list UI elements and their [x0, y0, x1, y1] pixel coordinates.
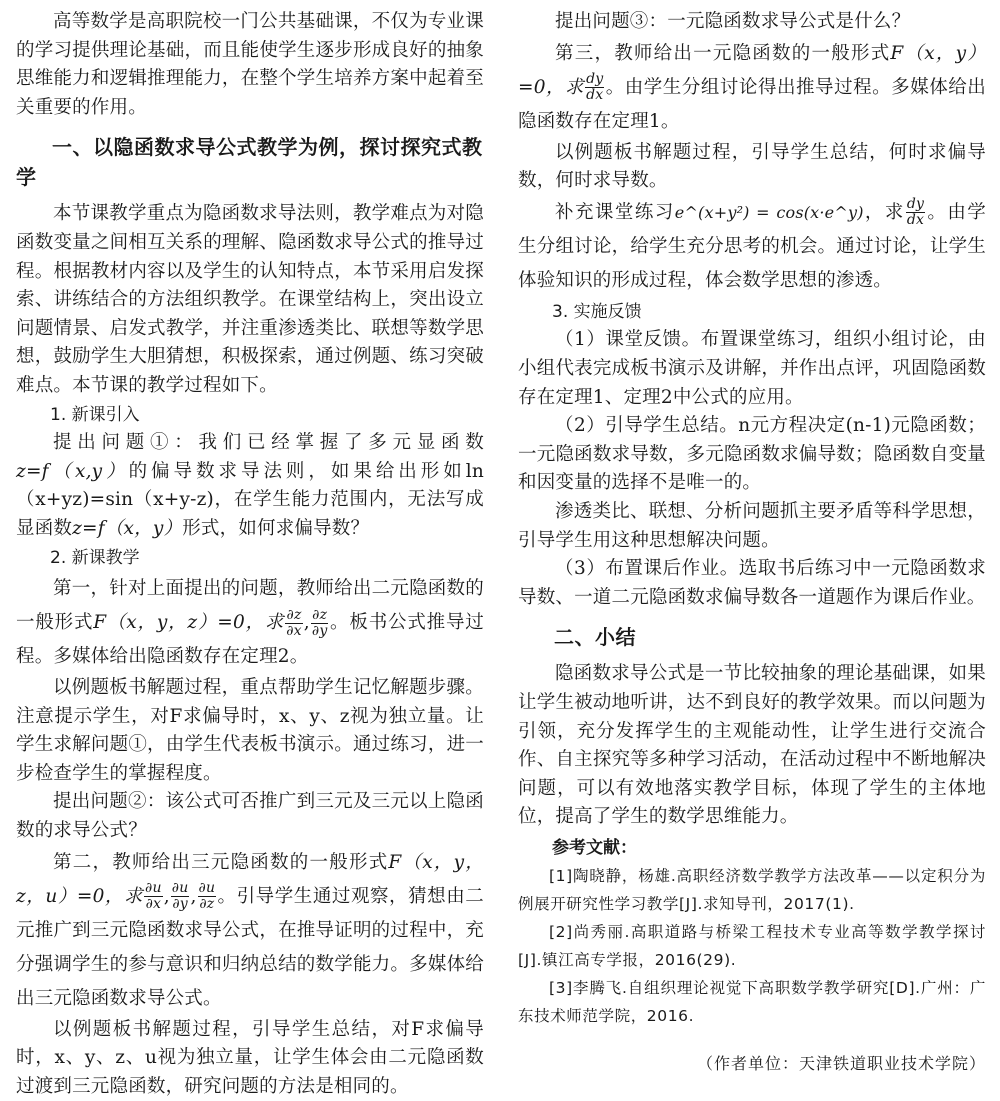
frac-numerator: ∂z [312, 606, 328, 623]
third-step-text-b: 。由学生分组讨论得出推导过程。多媒体给出隐函数存在定理1。 [518, 76, 986, 132]
question-1-paragraph [16, 429, 484, 543]
references-heading: 参考文献： [552, 837, 637, 858]
question-1-text-a: 提出问题①：我们已经掌握了多元显函数 [53, 432, 484, 454]
supplement-text-a: 补充课堂练习 [555, 201, 675, 223]
section-1-heading: 一、以隐函数求导公式教学为例，探讨探究式教学 [16, 135, 483, 190]
author-affiliation: （作者单位：天津铁道职业技术学院） [696, 1053, 986, 1073]
frac-denominator: ∂x [145, 896, 162, 913]
question-3-paragraph: 提出问题③：一元隐函数求导公式是什么？ [555, 11, 911, 32]
example-2-paragraph: 以例题板书解题过程，引导学生总结，对F求偏导时，x、y、z、u视为独立量，让学生体会由二元隐函数过渡到三元隐函数，研究问题的方法是相同的。 [16, 1018, 484, 1097]
second-step-form: F（x，y，z，u）=0，求 [16, 851, 484, 907]
q1-eq-ln: ln（x+yz)= [16, 460, 484, 511]
example-3-paragraph: 以例题板书解题过程，引导学生总结，何时求偏导数，何时求导数。 [518, 141, 986, 192]
q1-eq-f: f（x,y） [41, 460, 129, 482]
frac-numerator: dy [586, 71, 604, 88]
left-column [16, 8, 484, 1101]
supplement-text-c: 。由学生分组讨论，给学生充分思考的机会。通过讨论，让学生体验知识的形成过程，体会数学思想的渗透。 [518, 201, 986, 291]
first-step-text-a: 第一，针对上面提出的问题，教师给出二元隐函数的一般形式 [16, 578, 484, 634]
frac-numerator: ∂u [171, 880, 189, 897]
frac-du-dy [171, 881, 190, 912]
second-step-text-a: 第二，教师给出三元隐函数的一般形式 [53, 851, 389, 873]
two-column-layout [16, 8, 986, 1101]
frac-dz-dy [311, 608, 329, 639]
question-1-text-b: 的偏导数求导法则，如果给出形如 [128, 460, 466, 482]
q1-eq-explicit: z=f（x，y） [72, 517, 183, 539]
frac-dy-dx-2 [906, 197, 925, 228]
frac-du-dz [198, 881, 217, 912]
second-step-text-b: 。引导学生通过观察，猜想由二元推广到三元隐函数求导公式，在推导证明的过程中，充分强调学生的参与意识和归纳总结的数学能力。多媒体给出三元隐函数求导公式。 [16, 885, 484, 1009]
frac-du-dx [144, 881, 163, 912]
frac-denominator: ∂z [199, 896, 215, 913]
frac-numerator: ∂u [198, 880, 216, 897]
frac-numerator: ∂u [145, 880, 162, 897]
frac-denominator: dx [906, 212, 925, 229]
frac-denominator: ∂x [286, 622, 302, 639]
second-step-paragraph: 第二，教师给出三元隐函数的一般形式F（x，y，z，u）=0，求 $\frac{\partial u}{\partial x}$ , $\frac{\partial u}{\partial y}$ , $\frac{\partial u}{\partial z}$ 。引导学生通过观察，猜想由二元推广到三元隐函数求导公式，在推导证明的过程中，充分强调学生的参与意识和归纳总结的数学能力。多媒体给出三元隐函数求导公式。 [16, 851, 484, 1009]
q1-eq-sin: sin（x+y-z)， [105, 489, 234, 511]
section-2-heading: 二、小结 [554, 625, 636, 650]
feedback-1-paragraph: （1）课堂反馈。布置课堂练习，组织小组讨论，由小组代表完成板书演示及讲解，并作出点评，巩固隐函数存在定理1、定理2中公式的应用。 [518, 329, 986, 408]
reference-item: [3]李腾飞.自组织理论视觉下高职数学教学研究[D].广州：广东技术师范学院，2016. [518, 978, 986, 1025]
supplement-equation: e^(x+y²) = cos(x·e^y) [674, 202, 864, 222]
subsection-2-heading: 2. 新课教学 [50, 547, 140, 568]
question-2-paragraph: 提出问题②：该公式可否推广到三元及三元以上隐函数的求导公式？ [16, 791, 484, 842]
reference-item: [1]陶晓静，杨雄.高职经济数学教学方法改革——以定积分为例展开研究性学习教学[J].求知导刊，2017(1). [518, 866, 986, 913]
supplement-exercise-paragraph [518, 196, 986, 298]
intro-paragraph: 高等数学是高职院校一门公共基础课，不仅为专业课的学习提供理论基础，而且能使学生逐步形成良好的抽象思维能力和逻辑推理能力，在整个学生培养方案中起着至关重要的作用。 [16, 11, 484, 118]
frac-dz-dx [285, 608, 303, 639]
frac-numerator: dy [906, 196, 925, 213]
subsection-3-heading: 3. 实施反馈 [552, 301, 642, 322]
feedback-2-paragraph: （2）引导学生总结。n元方程决定(n-1)元隐函数；一元隐函数求导数，多元隐函数求偏导数；隐函数自变量和因变量的选择不是唯一的。 [518, 415, 986, 494]
q1-eq-z: z= [16, 460, 42, 482]
question-1-text-c: 在学生能力范围内，无法写成显函数 [16, 489, 484, 539]
third-step-form: F（x，y）=0，求 [518, 42, 986, 98]
overview-paragraph: 本节课教学重点为隐函数求导法则，教学难点为对隐函数变量之间相互关系的理解、隐函数求导公式的推导过程。根据教材内容以及学生的认知特点，本节采用启发探索、讲练结合的方法组织教学。在课堂结构上，突出设立问题情景、启发式教学，并注重渗透类比、联想等数学思想，鼓励学生大胆猜想，积极探索，通过例题、练习突破难点。本节课的教学过程如下。 [16, 203, 484, 396]
first-step-paragraph: 第一，针对上面提出的问题，教师给出二元隐函数的一般形式F（x，y，z）=0，求 $\frac{\partial z}{\partial x}$ , $\frac{\partial z}{\partial y}$ 。板书公式推导过程。多媒体给出隐函数存在定理2。 [16, 578, 484, 668]
first-step-text-b: 。板书公式推导过程。多媒体给出隐函数存在定理2。 [16, 612, 484, 668]
reference-item: [2]尚秀丽.高职道路与桥梁工程技术专业高等数学教学探讨[J].镇江高专学报，2016(29). [518, 922, 986, 969]
frac-dy-dx [585, 72, 604, 103]
frac-numerator: ∂z [286, 606, 302, 623]
first-step-form: F（x，y，z）=0，求 [93, 612, 285, 634]
frac-denominator: ∂y [311, 622, 328, 639]
right-column [518, 8, 986, 1101]
third-step-text-a: 第三，教师给出一元隐函数的一般形式 [555, 42, 891, 64]
feedback-thought-paragraph: 渗透类比、联想、分析问题抓主要矛盾等科学思想，引导学生用这种思想解决问题。 [518, 500, 986, 551]
frac-denominator: ∂y [172, 896, 188, 913]
third-step-paragraph [518, 37, 986, 139]
feedback-3-paragraph: （3）布置课后作业。选取书后练习中一元隐函数求导数、一道二元隐函数求偏导数各一道题作为课后作业。 [518, 558, 986, 608]
frac-denominator: dx [586, 87, 604, 104]
subsection-1-heading: 1. 新课引入 [50, 404, 140, 425]
example-1-paragraph: 以例题板书解题过程，重点帮助学生记忆解题步骤。注意提示学生，对F求偏导时，x、y、z视为独立量。让学生求解问题①，由学生代表板书演示。通过练习，进一步检查学生的掌握程度。 [16, 677, 484, 784]
summary-paragraph: 隐函数求导公式是一节比较抽象的理论基础课，如果让学生被动地听讲，达不到良好的教学效果。而以问题为引领，充分发挥学生的主观能动性，让学生进行交流合作、自主探究等多种学习活动，在活动过程中不断地解决问题，可以有效地落实教学目标，体现了学生的主体地位，提高了学生的数学思维能力。 [518, 663, 986, 828]
supplement-text-b: ，求 [863, 201, 905, 223]
question-1-text-d: 形式，如何求偏导数？ [182, 517, 370, 539]
